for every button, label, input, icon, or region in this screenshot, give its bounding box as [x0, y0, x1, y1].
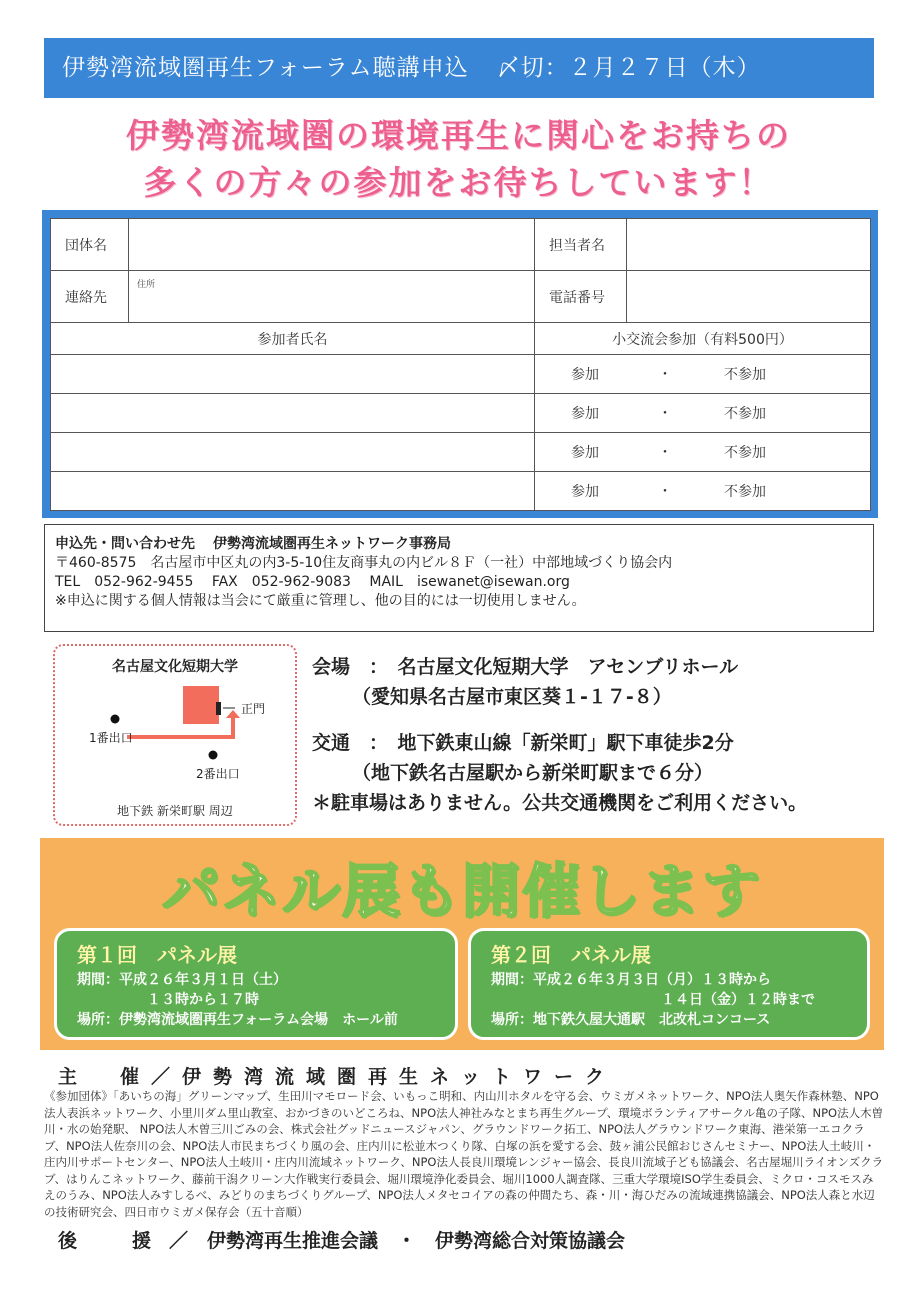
- participant-name-field[interactable]: [51, 394, 535, 433]
- exhibit2-time: １４日（金）１２時まで: [661, 992, 815, 1008]
- header-title: 伊勢湾流域圏再生フォーラム聴講申込: [62, 55, 469, 81]
- exhibit1-period: 期間：平成２６年３月１日（土）: [77, 972, 287, 988]
- exhibit1-title: 第１回 パネル展: [77, 943, 237, 967]
- form-table: [50, 218, 871, 511]
- exhibit2-title: 第２回 パネル展: [491, 943, 651, 967]
- contact-title: 申込先・問い合わせ先: [55, 536, 195, 552]
- support-orgs: ／ 伊勢湾再生推進会議 ・ 伊勢湾総合対策協議会: [169, 1230, 626, 1252]
- group-field[interactable]: [129, 219, 535, 271]
- panel-exhibition: [40, 838, 884, 1050]
- exhibit2-period: 期間：平成２６年３月３日（月）１３時から: [491, 972, 771, 988]
- party-choice[interactable]: [535, 433, 871, 472]
- absent-option[interactable]: 不参加: [724, 484, 766, 500]
- header-bar: [44, 38, 874, 98]
- application-form: [42, 210, 878, 518]
- attend-option[interactable]: 参加: [571, 367, 599, 383]
- privacy-note: ※申込に関する個人情報は当会にて厳重に管理し、他の目的には一切使用しません。: [55, 593, 586, 609]
- venue-line: 会場 ： 名古屋文化短期大学 アセンブリホール: [312, 656, 739, 678]
- party-choice[interactable]: [535, 394, 871, 433]
- exhibit-card-2: [468, 928, 870, 1040]
- organizer-line: 主 催／伊勢湾流域圏再生ネットワーク: [58, 1066, 617, 1088]
- exit1-dot: [111, 715, 120, 724]
- member-list: 《参加団体》「あいちの海」グリーンマップ、生田川マモロード会、いもっこ明和、内山川ホタルを守る会、ウミガメネットワーク、NPO法人奥矢作森林塾、NPO法人表浜ネットワーク、小里川ダム里山教室、おかづきのいどころね、NPO法人神社みなとまち再生グループ、環境ボランティアサークル亀の子隊、NPO法人木曽川・水の始発駅、 NPO法人木曽三川ごみの会、株式会社グッドニュースジャパン、グラウンドワーク拓工、NPO法人グラウンドワーク東海、港栄第一エコクラブ、NPO法人佐奈川の会、NPO法人市民まちづくり風の会、庄内川に松並木つくり隊、白塚の浜を愛する会、鼓ヶ浦公民館おじさんセミナー、NPO法人土岐川・庄内川サポートセンター、NPO法人土岐川・庄内川流域ネットワーク、NPO法人長良川環境レンジャー協会、長良川流域子ども協議会、名古屋堀川ライオンズクラブ、はりんこネットワーク、藤前干潟クリーン大作戦実行委員会、堀川環境浄化委員会、堀川1000人調査隊、三重大学環境ISO学生委員会、ミクロ・コスモスみえのうみ、NPO法人みすしるべ、みどりのまちづくりグループ、NPO法人メタセコイアの森の仲間たち、森・川・海ひだみの流域連携協議会、NPO法人森と水辺の技術研究会、四日市ウミガメ保存会（五十音順）: [44, 1089, 884, 1219]
- panel-title: パネル展も開催します: [161, 857, 762, 925]
- participant-name-field[interactable]: [51, 433, 535, 472]
- catch-line-1: 伊勢湾流域圏の環境再生に関心をお持ちの: [126, 116, 791, 155]
- participant-header: 参加者氏名: [51, 323, 535, 355]
- contact-org: 伊勢湾流域圏再生ネットワーク事務局: [213, 536, 451, 552]
- gate-marker: [216, 702, 221, 715]
- access-map: [53, 644, 297, 826]
- attend-option[interactable]: 参加: [571, 484, 599, 500]
- separator-dot: ・: [658, 367, 672, 383]
- gate-label: 正門: [241, 702, 266, 716]
- address-label: 住所: [137, 280, 156, 290]
- attend-option[interactable]: 参加: [571, 445, 599, 461]
- support-label: 後 援: [58, 1230, 170, 1252]
- address-field[interactable]: [129, 271, 535, 323]
- participant-name-field[interactable]: [51, 355, 535, 394]
- phone-field[interactable]: [627, 271, 871, 323]
- contact-phone: TEL 052-962-9455 FAX 052-962-9083 MAIL isewanet@isewan.org: [55, 574, 570, 590]
- contact-address: 〒460-8575 名古屋市中区丸の内3-5-10住友商事丸の内ビル８Ｆ（一社）中部地域づくり協会内: [55, 555, 673, 571]
- group-label: 団体名: [51, 219, 129, 271]
- parking-note: ＊駐車場はありません。公共交通機関をご利用ください。: [312, 792, 808, 814]
- absent-option[interactable]: 不参加: [724, 367, 766, 383]
- attend-option[interactable]: 参加: [571, 406, 599, 422]
- absent-option[interactable]: 不参加: [724, 445, 766, 461]
- venue-address: （愛知県名古屋市東区葵１-１７-８）: [352, 686, 672, 708]
- map-title: 名古屋文化短期大学: [112, 659, 238, 675]
- exhibit2-place: 場所：地下鉄久屋大通駅 北改札コンコース: [491, 1012, 771, 1028]
- exhibit1-time: １３時から１７時: [147, 992, 259, 1008]
- separator-dot: ・: [658, 406, 672, 422]
- phone-label: 電話番号: [535, 271, 627, 323]
- party-choice[interactable]: [535, 472, 871, 511]
- campus-building: [183, 686, 219, 724]
- party-header: 小交流会参加（有料500円）: [535, 323, 871, 355]
- exit2-label: 2番出口: [196, 767, 240, 781]
- exhibit-card-1: [54, 928, 458, 1040]
- party-choice[interactable]: [535, 355, 871, 394]
- exit1-label: 1番出口: [89, 731, 133, 745]
- exit2-dot: [209, 751, 218, 760]
- support-line: [58, 1226, 625, 1253]
- map-caption: 地下鉄 新栄町駅 周辺: [117, 804, 233, 818]
- access-note: （地下鉄名古屋駅から新栄町駅まで６分）: [352, 762, 714, 784]
- catch-line-2: 多くの方々の参加をお待ちしています！: [143, 163, 774, 202]
- exhibit1-place: 場所：伊勢湾流域圏再生フォーラム会場 ホール前: [77, 1012, 398, 1028]
- deadline: 〆切：２月２７日（木）: [496, 55, 761, 81]
- separator-dot: ・: [658, 484, 672, 500]
- person-label: 担当者名: [535, 219, 627, 271]
- person-field[interactable]: [627, 219, 871, 271]
- absent-option[interactable]: 不参加: [724, 406, 766, 422]
- contact-box: [44, 524, 874, 632]
- separator-dot: ・: [658, 445, 672, 461]
- contact-label: 連絡先: [51, 271, 129, 323]
- participant-name-field[interactable]: [51, 472, 535, 511]
- access-line: 交通 ： 地下鉄東山線「新栄町」駅下車徒歩2分: [312, 732, 734, 754]
